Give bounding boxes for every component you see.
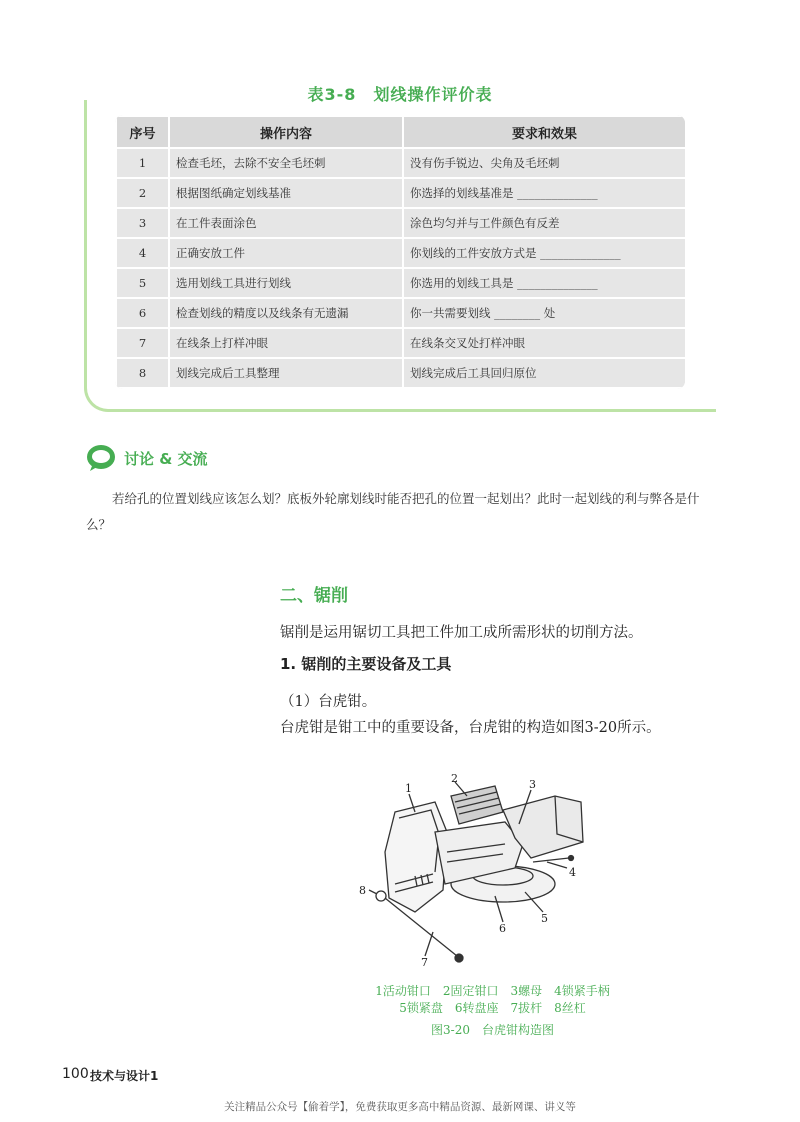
row-requirement: 划线完成后工具回归原位 [403, 358, 685, 388]
table-row [116, 148, 685, 178]
figure-label-5: 5 [541, 912, 548, 925]
row-operation: 根据图纸确定划线基准 [169, 178, 403, 208]
row-requirement: 你选择的划线基准是 ______________ [403, 178, 685, 208]
figure-legend-line-1: 1活动钳口 2固定钳口 3螺母 4锁紧手柄 [375, 984, 610, 998]
figure-label-8: 8 [359, 884, 366, 897]
table-row [116, 328, 685, 358]
figure-label-7: 7 [421, 956, 428, 969]
header-operation: 操作内容 [169, 116, 403, 148]
figure-label-2: 2 [451, 772, 458, 785]
table-row [116, 358, 685, 388]
figure-label-4: 4 [569, 866, 576, 879]
table-row [116, 298, 685, 328]
table-header-row [116, 116, 685, 148]
table-row [116, 178, 685, 208]
item-description: 台虎钳是钳工中的重要设备，台虎钳的构造如图3-20所示。 [280, 720, 661, 736]
row-requirement: 你一共需要划线 ________ 处 [403, 298, 685, 328]
row-operation: 划线完成后工具整理 [169, 358, 403, 388]
row-no: 4 [116, 238, 169, 268]
item-heading: （1）台虎钳。 [280, 694, 377, 710]
row-operation: 在线条上打样冲眼 [169, 328, 403, 358]
figure-label-6: 6 [499, 922, 506, 935]
bench-vise-illustration [355, 772, 635, 972]
row-requirement: 涂色均匀并与工件颜色有反差 [403, 208, 685, 238]
figure-caption: 图3-20 台虎钳构造图 [431, 1023, 554, 1037]
row-requirement: 你选用的划线工具是 ______________ [403, 268, 685, 298]
row-operation: 选用划线工具进行划线 [169, 268, 403, 298]
figure-label-3: 3 [529, 778, 536, 791]
row-requirement: 你划线的工件安放方式是 ______________ [403, 238, 685, 268]
discussion-text: 若给孔的位置划线应该怎么划？底板外轮廓划线时能否把孔的位置一起划出？此时一起划线的利与弊各是什么？ [86, 491, 700, 532]
row-requirement: 在线条交叉处打样冲眼 [403, 328, 685, 358]
section-subtitle: 1. 锯削的主要设备及工具 [280, 655, 452, 673]
row-requirement: 没有伤手锐边、尖角及毛坯刺 [403, 148, 685, 178]
figure-label-1: 1 [405, 782, 412, 795]
evaluation-table [115, 115, 685, 389]
table-row [116, 238, 685, 268]
header-no: 序号 [116, 116, 169, 148]
row-operation: 检查划线的精度以及线条有无遗漏 [169, 298, 403, 328]
row-no: 2 [116, 178, 169, 208]
row-no: 3 [116, 208, 169, 238]
row-no: 1 [116, 148, 169, 178]
discussion-title: 讨论 & 交流 [124, 450, 208, 468]
section-intro: 锯削是运用锯切工具把工件加工成所需形状的切削方法。 [280, 625, 643, 641]
row-operation: 检查毛坯，去除不安全毛坯刺 [169, 148, 403, 178]
row-no: 8 [116, 358, 169, 388]
table-row [116, 208, 685, 238]
row-operation: 在工件表面涂色 [169, 208, 403, 238]
row-operation: 正确安放工件 [169, 238, 403, 268]
row-no: 5 [116, 268, 169, 298]
table-title: 表3-8 划线操作评价表 [307, 85, 493, 104]
table-row [116, 268, 685, 298]
figure-legend-line-2: 5锁紧盘 6转盘座 7拔杆 8丝杠 [399, 1001, 586, 1015]
page-number: 100 [62, 1066, 89, 1082]
discussion-bubble-icon [86, 444, 116, 472]
book-title: 技术与设计1 [90, 1069, 159, 1083]
header-requirement: 要求和效果 [403, 116, 685, 148]
section-title: 二、锯削 [280, 586, 348, 606]
row-no: 6 [116, 298, 169, 328]
footer-note: 关注精品公众号【偷着学】，免费获取更多高中精品资源、最新网课、讲义等 [224, 1101, 576, 1113]
row-no: 7 [116, 328, 169, 358]
